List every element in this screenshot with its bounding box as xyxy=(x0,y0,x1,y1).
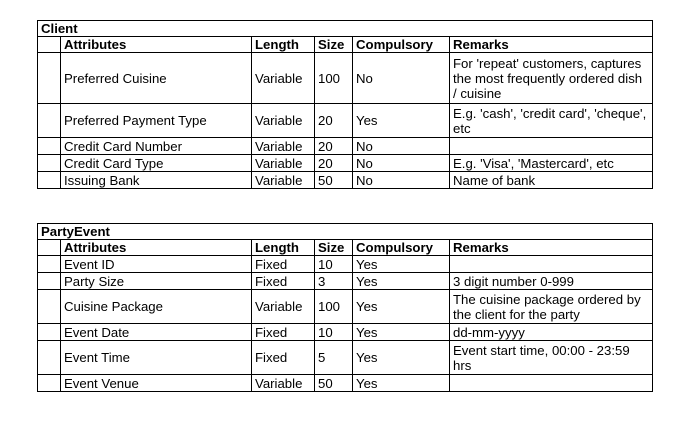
indent-cell xyxy=(38,256,61,273)
attribute-cell: Event Date xyxy=(61,324,252,341)
indent-cell xyxy=(38,341,61,375)
table-row xyxy=(38,138,653,155)
size-cell: 20 xyxy=(315,155,353,172)
size-cell: 10 xyxy=(315,256,353,273)
remarks-cell: Name of bank xyxy=(450,172,653,189)
table-title-row xyxy=(38,21,653,37)
indent-cell xyxy=(38,240,61,256)
compulsory-cell: No xyxy=(353,155,450,172)
length-cell: Fixed xyxy=(252,341,315,375)
table-row xyxy=(38,104,653,138)
attribute-cell: Event Venue xyxy=(61,375,252,392)
compulsory-cell: Yes xyxy=(353,324,450,341)
remarks-cell xyxy=(450,256,653,273)
remarks-cell xyxy=(450,375,653,392)
header-length: Length xyxy=(252,37,315,53)
length-cell: Variable xyxy=(252,290,315,324)
client-table xyxy=(37,20,653,189)
size-cell: 5 xyxy=(315,341,353,375)
table-title: Client xyxy=(38,21,653,37)
compulsory-cell: No xyxy=(353,53,450,104)
compulsory-cell: Yes xyxy=(353,290,450,324)
header-remarks: Remarks xyxy=(450,37,653,53)
size-cell: 10 xyxy=(315,324,353,341)
compulsory-cell: Yes xyxy=(353,273,450,290)
length-cell: Fixed xyxy=(252,256,315,273)
header-size: Size xyxy=(315,240,353,256)
indent-cell xyxy=(38,104,61,138)
length-cell: Variable xyxy=(252,155,315,172)
size-cell: 20 xyxy=(315,104,353,138)
size-cell: 50 xyxy=(315,172,353,189)
header-size: Size xyxy=(315,37,353,53)
indent-cell xyxy=(38,273,61,290)
remarks-cell: The cuisine package ordered by the client for the party xyxy=(450,290,653,324)
size-cell: 20 xyxy=(315,138,353,155)
attribute-cell: Preferred Cuisine xyxy=(61,53,252,104)
compulsory-cell: Yes xyxy=(353,104,450,138)
attribute-cell: Party Size xyxy=(61,273,252,290)
length-cell: Variable xyxy=(252,172,315,189)
table-title: PartyEvent xyxy=(38,224,653,240)
remarks-cell: E.g. 'Visa', 'Mastercard', etc xyxy=(450,155,653,172)
size-cell: 50 xyxy=(315,375,353,392)
attribute-cell: Credit Card Number xyxy=(61,138,252,155)
table-row xyxy=(38,155,653,172)
indent-cell xyxy=(38,290,61,324)
party-event-table xyxy=(37,223,653,392)
indent-cell xyxy=(38,155,61,172)
length-cell: Fixed xyxy=(252,273,315,290)
remarks-cell: For 'repeat' customers, captures the most frequently ordered dish / cuisine xyxy=(450,53,653,104)
size-cell: 3 xyxy=(315,273,353,290)
length-cell: Variable xyxy=(252,375,315,392)
table-row xyxy=(38,290,653,324)
indent-cell xyxy=(38,53,61,104)
attribute-cell: Credit Card Type xyxy=(61,155,252,172)
attribute-cell: Event ID xyxy=(61,256,252,273)
header-attributes: Attributes xyxy=(61,240,252,256)
indent-cell xyxy=(38,375,61,392)
header-length: Length xyxy=(252,240,315,256)
compulsory-cell: Yes xyxy=(353,256,450,273)
length-cell: Variable xyxy=(252,104,315,138)
header-row xyxy=(38,37,653,53)
indent-cell xyxy=(38,138,61,155)
compulsory-cell: Yes xyxy=(353,341,450,375)
table-row xyxy=(38,53,653,104)
attribute-cell: Preferred Payment Type xyxy=(61,104,252,138)
remarks-cell: E.g. 'cash', 'credit card', 'cheque', etc xyxy=(450,104,653,138)
indent-cell xyxy=(38,324,61,341)
header-attributes: Attributes xyxy=(61,37,252,53)
indent-cell xyxy=(38,172,61,189)
compulsory-cell: No xyxy=(353,172,450,189)
compulsory-cell: No xyxy=(353,138,450,155)
compulsory-cell: Yes xyxy=(353,375,450,392)
attribute-cell: Issuing Bank xyxy=(61,172,252,189)
size-cell: 100 xyxy=(315,53,353,104)
remarks-cell: 3 digit number 0-999 xyxy=(450,273,653,290)
length-cell: Variable xyxy=(252,53,315,104)
table-row xyxy=(38,324,653,341)
length-cell: Fixed xyxy=(252,324,315,341)
remarks-cell: Event start time, 00:00 - 23:59 hrs xyxy=(450,341,653,375)
table-row xyxy=(38,256,653,273)
table-row xyxy=(38,172,653,189)
attribute-cell: Event Time xyxy=(61,341,252,375)
attribute-cell: Cuisine Package xyxy=(61,290,252,324)
size-cell: 100 xyxy=(315,290,353,324)
remarks-cell: dd-mm-yyyy xyxy=(450,324,653,341)
length-cell: Variable xyxy=(252,138,315,155)
table-title-row xyxy=(38,224,653,240)
remarks-cell xyxy=(450,138,653,155)
header-compulsory: Compulsory xyxy=(353,240,450,256)
indent-cell xyxy=(38,37,61,53)
table-row xyxy=(38,375,653,392)
header-row xyxy=(38,240,653,256)
header-remarks: Remarks xyxy=(450,240,653,256)
table-row xyxy=(38,341,653,375)
header-compulsory: Compulsory xyxy=(353,37,450,53)
table-row xyxy=(38,273,653,290)
